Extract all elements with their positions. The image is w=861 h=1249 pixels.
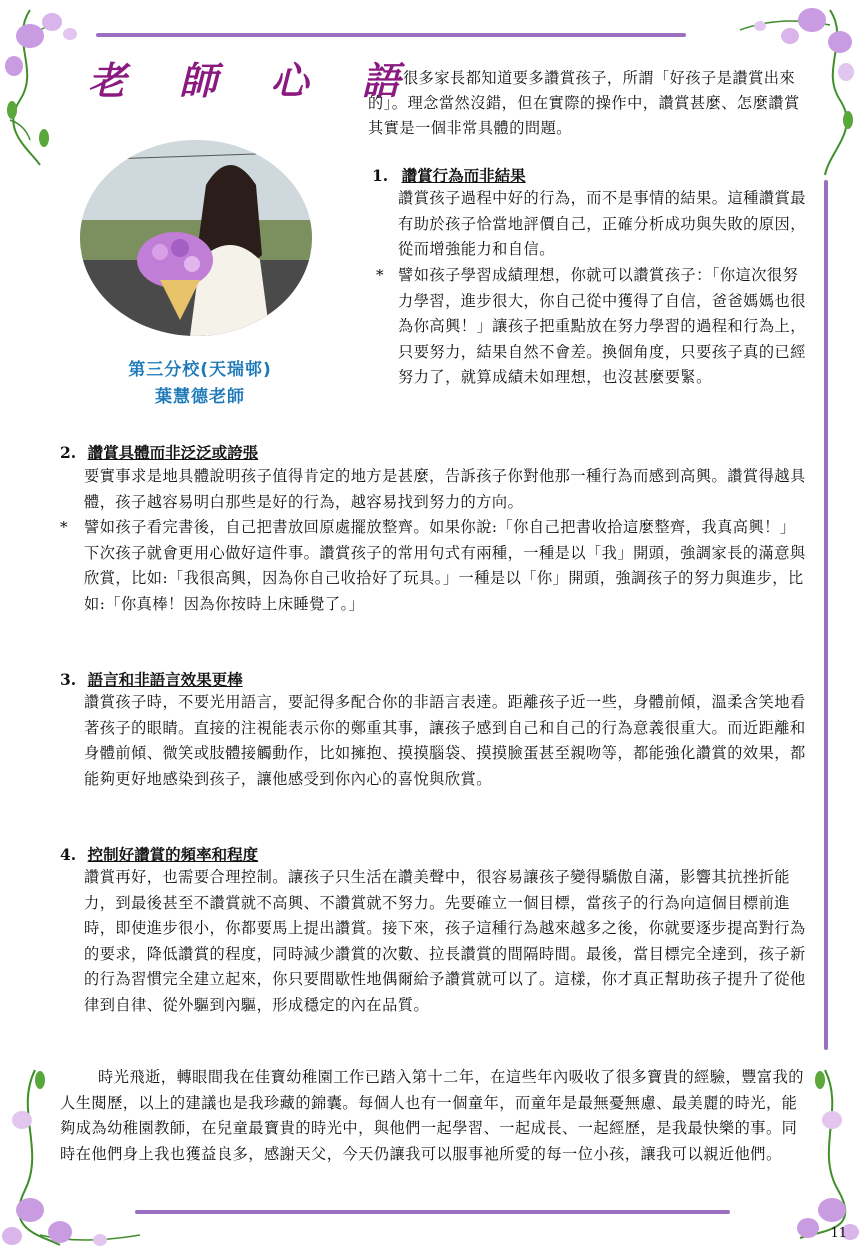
section-number: 4. <box>60 845 77 864</box>
right-rule <box>824 180 828 1050</box>
closing-paragraph: 時光飛逝，轉眼間我在佳寶幼稚園工作已踏入第十二年，在這些年內吸收了很多寶貴的經驗，豐富我的人生閱歷，以上的建議也是我珍藏的錦囊。每個人也有一個童年，而童年是最無憂無慮、最美麗的時光，能夠成為幼稚園教師，在兒童最寶貴的時光中，與他們一起學習、一起成長、一起經歷，是我最快樂的事。同時在他們身上我也獲益良多，感謝天父，今天仍讓我可以服事祂所愛的每一位小孩，讓我可以親近他們。 <box>60 1068 804 1163</box>
bottom-rule <box>135 1210 730 1214</box>
section-3-body: 讚賞孩子時，不要光用語言，要記得多配合你的非語言表達。距離孩子近一些，身體前傾，溫柔含笑地看著孩子的眼睛。直接的注視能表示你的鄭重其事，讓孩子感到自己和自己的行為意義很重大。而近距離和身體前傾、微笑或肢體接觸動作，比如擁抱、摸摸腦袋、摸摸臉蛋甚至親吻等，都能強化讚賞的效果，都能夠更好地感染到孩子，讓他感受到你內心的喜悅與欣賞。 <box>84 693 806 788</box>
section-4-heading <box>60 843 258 865</box>
intro-paragraph: 很多家長都知道要多讚賞孩子，所謂「好孩子是讚賞出來的」。理念當然沒錯，但在實際的操作中，讚賞甚麼、怎麼讚賞其實是一個非常具體的問題。 <box>368 69 800 137</box>
section-1-example <box>376 263 808 391</box>
page-number: 11 <box>830 1226 847 1241</box>
section-title: 讚賞行為而非結果 <box>401 166 526 185</box>
teacher-photo-icon <box>80 140 312 336</box>
teacher-photo <box>80 140 312 336</box>
teacher-name: 葉慧德老師 <box>155 387 245 407</box>
star-bullet: * <box>60 518 69 536</box>
star-bullet: * <box>376 266 385 284</box>
teacher-school: 第三分校(天瑞邨) <box>128 360 272 380</box>
page-title: 老 師 心 語 <box>88 58 420 103</box>
section-number: 3. <box>60 670 77 689</box>
section-title: 語言和非語言效果更棒 <box>87 670 243 689</box>
section-title: 控制好讚賞的頻率和程度 <box>87 845 259 864</box>
section-4-body: 讚賞再好，也需要合理控制。讓孩子只生活在讚美聲中，很容易讓孩子變得驕傲自滿，影響其抗挫折能力，到最後甚至不讚賞就不高興、不讚賞就不努力。先要確立一個目標，當孩子的行為向這個目標前進時，即使進步很小，你都要馬上提出讚賞。接下來，孩子這種行為越來越多之後，你就要逐步提高對行為的要求，降低讚賞的程度，同時減少讚賞的次數、拉長讚賞的間隔時間。最後，當目標完全達到，孩子新的行為習慣完全建立起來，你只要間歇性地偶爾給予讚賞就可以了。這樣，你才真正幫助孩子提升了從他律到自律、從外驅到內驅，形成穩定的內在品質。 <box>84 868 806 1014</box>
section-1-heading <box>372 164 526 186</box>
section-title: 讚賞具體而非泛泛或誇張 <box>87 443 259 462</box>
section-2-heading <box>60 441 258 463</box>
section-number: 2. <box>60 443 77 462</box>
section-1-example-text: 譬如孩子學習成績理想，你就可以讚賞孩子：「你這次很努力學習，進步很大，你自己從中獲得了自信，爸爸媽媽也很為你高興！」讓孩子把重點放在努力學習的過程和行為上，只要努力，結果自然不會差。換個角度，只要孩子真的已經努力了，就算成績未如理想，也沒甚麼要緊。 <box>398 266 806 386</box>
section-2-example-text: 譬如孩子看完書後，自己把書放回原處擺放整齊。如果你說:「你自己把書收拾這麼整齊，我真高興！」下次孩子就會更用心做好這件事。讚賞孩子的常用句式有兩種，一種是以「我」開頭，強調家長的滿意與欣賞，比如:「我很高興，因為你自己收拾好了玩具。」一種是以「你」開頭，強調孩子的努力與進步，比如:「你真棒！因為你按時上床睡覺了。」 <box>84 518 806 613</box>
section-1-body: 讚賞孩子過程中好的行為，而不是事情的結果。這種讚賞最有助於孩子恰當地評價自己，正確分析成功與失敗的原因，從而增強能力和自信。 <box>398 189 806 258</box>
section-number: 1. <box>372 166 389 185</box>
section-2-example <box>60 515 808 617</box>
section-3-heading <box>60 668 243 690</box>
section-2-body: 要實事求是地具體說明孩子值得肯定的地方是甚麼，告訴孩子你對他那一種行為而感到高興。讚賞得越具體，孩子越容易明白那些是好的行為，越容易找到努力的方向。 <box>84 467 806 511</box>
top-rule <box>96 33 686 37</box>
